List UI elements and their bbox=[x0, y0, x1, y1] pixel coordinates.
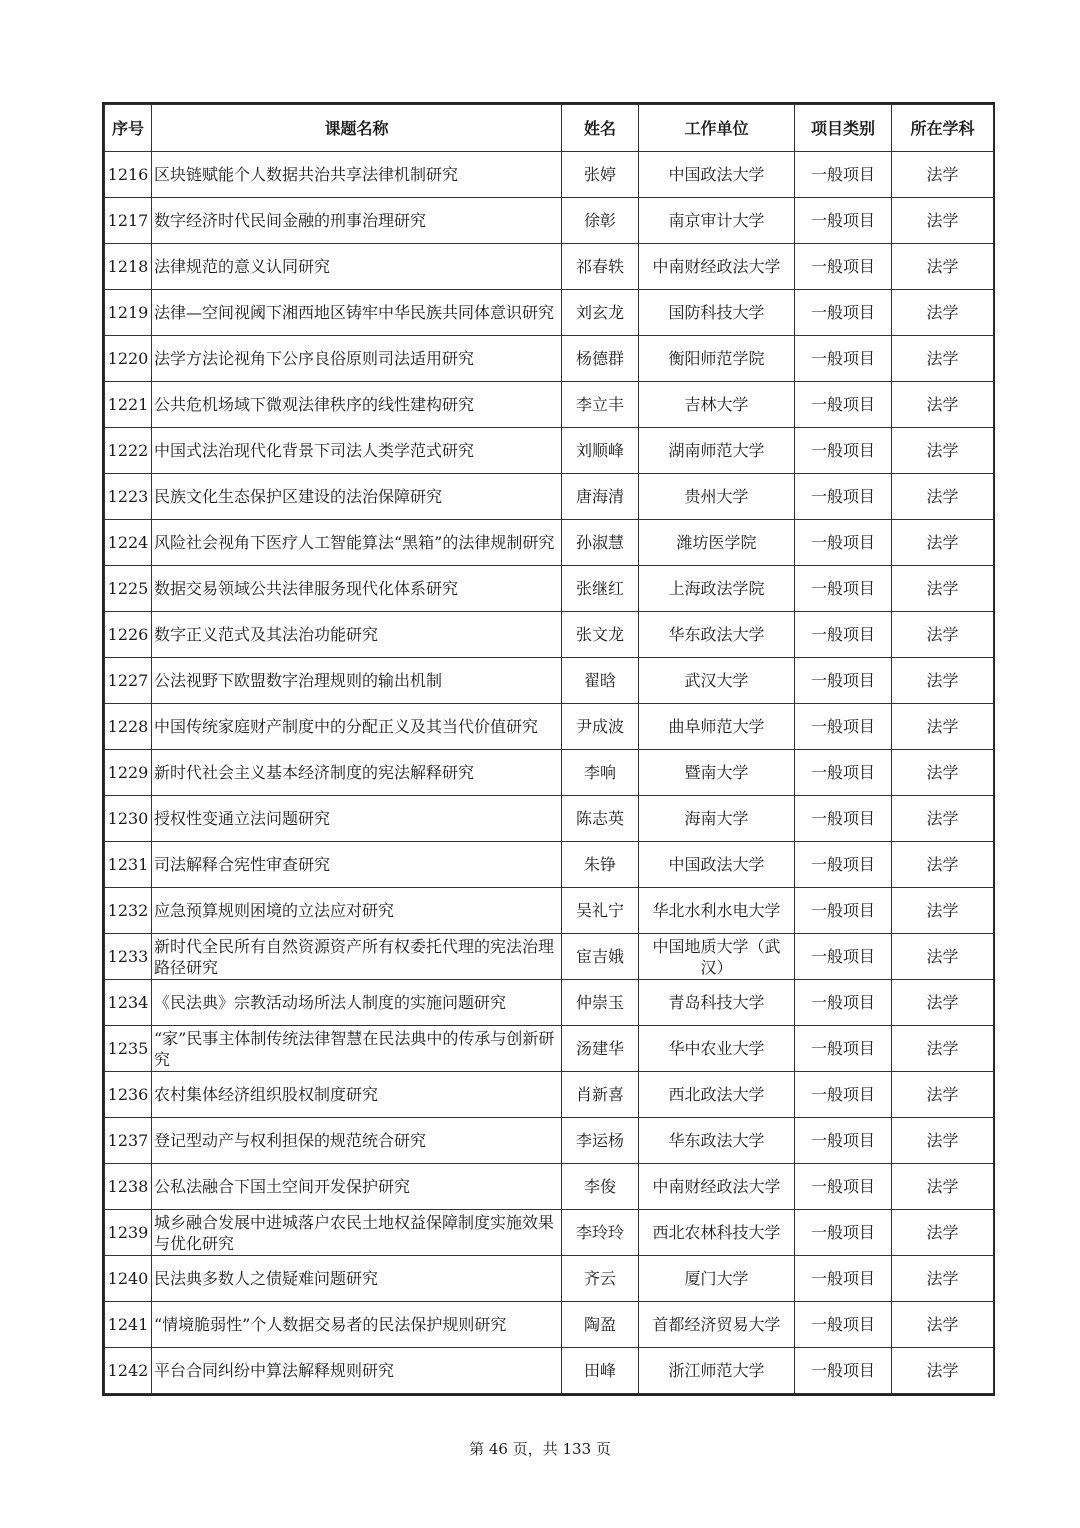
row-work-unit: 华东政法大学 bbox=[639, 612, 795, 658]
row-subject: 法学 bbox=[892, 1302, 994, 1348]
row-name: 杨德群 bbox=[562, 336, 639, 382]
row-project-title: 新时代社会主义基本经济制度的宪法解释研究 bbox=[152, 750, 562, 796]
row-work-unit: 中国政法大学 bbox=[639, 842, 795, 888]
row-subject: 法学 bbox=[892, 796, 994, 842]
row-work-unit: 贵州大学 bbox=[639, 474, 795, 520]
row-name: 徐彰 bbox=[562, 198, 639, 244]
row-name: 张婷 bbox=[562, 152, 639, 198]
row-project-type: 一般项目 bbox=[795, 1348, 892, 1394]
row-work-unit: 上海政法学院 bbox=[639, 566, 795, 612]
table-row bbox=[105, 290, 994, 336]
row-work-unit: 中国政法大学 bbox=[639, 152, 795, 198]
row-subject: 法学 bbox=[892, 566, 994, 612]
row-subject: 法学 bbox=[892, 382, 994, 428]
table-row bbox=[105, 1072, 994, 1118]
header-work-unit: 工作单位 bbox=[639, 105, 795, 152]
row-serial-number: 1224 bbox=[105, 520, 152, 566]
row-subject: 法学 bbox=[892, 1118, 994, 1164]
table-row bbox=[105, 934, 994, 980]
row-project-type: 一般项目 bbox=[795, 1164, 892, 1210]
row-project-title: 《民法典》宗教活动场所法人制度的实施问题研究 bbox=[152, 980, 562, 1026]
table-header-row bbox=[105, 105, 994, 152]
row-project-title: 民族文化生态保护区建设的法治保障研究 bbox=[152, 474, 562, 520]
row-subject: 法学 bbox=[892, 198, 994, 244]
row-project-title: 中国传统家庭财产制度中的分配正义及其当代价值研究 bbox=[152, 704, 562, 750]
row-subject: 法学 bbox=[892, 750, 994, 796]
row-project-title: 应急预算规则困境的立法应对研究 bbox=[152, 888, 562, 934]
row-name: 张继红 bbox=[562, 566, 639, 612]
row-project-type: 一般项目 bbox=[795, 474, 892, 520]
row-name: 肖新喜 bbox=[562, 1072, 639, 1118]
row-project-title: “情境脆弱性”个人数据交易者的民法保护规则研究 bbox=[152, 1302, 562, 1348]
row-name: 宦吉娥 bbox=[562, 934, 639, 980]
row-serial-number: 1222 bbox=[105, 428, 152, 474]
row-work-unit: 衡阳师范学院 bbox=[639, 336, 795, 382]
row-project-title: 法律规范的意义认同研究 bbox=[152, 244, 562, 290]
table-row bbox=[105, 520, 994, 566]
row-project-type: 一般项目 bbox=[795, 1302, 892, 1348]
table-row bbox=[105, 566, 994, 612]
row-subject: 法学 bbox=[892, 1348, 994, 1394]
table-body bbox=[105, 152, 994, 1394]
row-serial-number: 1228 bbox=[105, 704, 152, 750]
row-serial-number: 1234 bbox=[105, 980, 152, 1026]
row-subject: 法学 bbox=[892, 658, 994, 704]
row-work-unit: 华北水利水电大学 bbox=[639, 888, 795, 934]
row-serial-number: 1226 bbox=[105, 612, 152, 658]
table-row bbox=[105, 198, 994, 244]
row-project-title: 民法典多数人之债疑难问题研究 bbox=[152, 1256, 562, 1302]
row-project-title: 公共危机场域下微观法律秩序的线性建构研究 bbox=[152, 382, 562, 428]
row-serial-number: 1220 bbox=[105, 336, 152, 382]
row-subject: 法学 bbox=[892, 888, 994, 934]
row-project-type: 一般项目 bbox=[795, 382, 892, 428]
row-work-unit: 南京审计大学 bbox=[639, 198, 795, 244]
row-subject: 法学 bbox=[892, 704, 994, 750]
row-subject: 法学 bbox=[892, 612, 994, 658]
row-serial-number: 1236 bbox=[105, 1072, 152, 1118]
row-subject: 法学 bbox=[892, 428, 994, 474]
row-serial-number: 1235 bbox=[105, 1026, 152, 1072]
row-serial-number: 1240 bbox=[105, 1256, 152, 1302]
row-work-unit: 潍坊医学院 bbox=[639, 520, 795, 566]
row-project-title: 数字正义范式及其法治功能研究 bbox=[152, 612, 562, 658]
row-serial-number: 1218 bbox=[105, 244, 152, 290]
row-project-type: 一般项目 bbox=[795, 152, 892, 198]
row-subject: 法学 bbox=[892, 152, 994, 198]
row-subject: 法学 bbox=[892, 474, 994, 520]
row-subject: 法学 bbox=[892, 1210, 994, 1256]
row-project-title: 数据交易领域公共法律服务现代化体系研究 bbox=[152, 566, 562, 612]
row-subject: 法学 bbox=[892, 980, 994, 1026]
table-row bbox=[105, 842, 994, 888]
row-project-type: 一般项目 bbox=[795, 244, 892, 290]
row-name: 刘顺峰 bbox=[562, 428, 639, 474]
row-serial-number: 1241 bbox=[105, 1302, 152, 1348]
row-name: 唐海清 bbox=[562, 474, 639, 520]
row-name: 翟晗 bbox=[562, 658, 639, 704]
row-project-title: 新时代全民所有自然资源资产所有权委托代理的宪法治理路径研究 bbox=[152, 934, 562, 980]
row-name: 齐云 bbox=[562, 1256, 639, 1302]
row-serial-number: 1233 bbox=[105, 934, 152, 980]
row-name: 祁春轶 bbox=[562, 244, 639, 290]
project-list-table-frame bbox=[102, 102, 995, 1396]
row-project-type: 一般项目 bbox=[795, 658, 892, 704]
row-work-unit: 吉林大学 bbox=[639, 382, 795, 428]
row-work-unit: 暨南大学 bbox=[639, 750, 795, 796]
row-project-type: 一般项目 bbox=[795, 750, 892, 796]
table-row bbox=[105, 658, 994, 704]
row-project-title: 风险社会视角下医疗人工智能算法“黑箱”的法律规制研究 bbox=[152, 520, 562, 566]
row-subject: 法学 bbox=[892, 934, 994, 980]
row-project-type: 一般项目 bbox=[795, 796, 892, 842]
row-project-type: 一般项目 bbox=[795, 1072, 892, 1118]
row-serial-number: 1217 bbox=[105, 198, 152, 244]
row-project-type: 一般项目 bbox=[795, 842, 892, 888]
row-subject: 法学 bbox=[892, 1256, 994, 1302]
row-name: 田峰 bbox=[562, 1348, 639, 1394]
row-project-type: 一般项目 bbox=[795, 1026, 892, 1072]
row-serial-number: 1223 bbox=[105, 474, 152, 520]
row-name: 李俊 bbox=[562, 1164, 639, 1210]
row-project-title: 法学方法论视角下公序良俗原则司法适用研究 bbox=[152, 336, 562, 382]
row-project-type: 一般项目 bbox=[795, 198, 892, 244]
row-serial-number: 1237 bbox=[105, 1118, 152, 1164]
table-row bbox=[105, 428, 994, 474]
row-project-type: 一般项目 bbox=[795, 888, 892, 934]
row-name: 朱铮 bbox=[562, 842, 639, 888]
row-serial-number: 1221 bbox=[105, 382, 152, 428]
row-work-unit: 湖南师范大学 bbox=[639, 428, 795, 474]
row-subject: 法学 bbox=[892, 842, 994, 888]
row-serial-number: 1239 bbox=[105, 1210, 152, 1256]
table-row bbox=[105, 612, 994, 658]
row-project-type: 一般项目 bbox=[795, 612, 892, 658]
row-project-type: 一般项目 bbox=[795, 566, 892, 612]
row-subject: 法学 bbox=[892, 1026, 994, 1072]
table-row bbox=[105, 888, 994, 934]
table-row bbox=[105, 1348, 994, 1394]
header-subject: 所在学科 bbox=[892, 105, 994, 152]
table-row bbox=[105, 1164, 994, 1210]
table-row bbox=[105, 1210, 994, 1256]
row-name: 汤建华 bbox=[562, 1026, 639, 1072]
table-row bbox=[105, 336, 994, 382]
row-work-unit: 海南大学 bbox=[639, 796, 795, 842]
row-project-title: 农村集体经济组织股权制度研究 bbox=[152, 1072, 562, 1118]
row-serial-number: 1232 bbox=[105, 888, 152, 934]
row-serial-number: 1227 bbox=[105, 658, 152, 704]
row-subject: 法学 bbox=[892, 244, 994, 290]
row-project-title: 公私法融合下国土空间开发保护研究 bbox=[152, 1164, 562, 1210]
row-name: 张文龙 bbox=[562, 612, 639, 658]
row-serial-number: 1225 bbox=[105, 566, 152, 612]
row-name: 吴礼宁 bbox=[562, 888, 639, 934]
header-project-type: 项目类别 bbox=[795, 105, 892, 152]
table-row bbox=[105, 750, 994, 796]
row-work-unit: 中南财经政法大学 bbox=[639, 1164, 795, 1210]
row-project-title: “家”民事主体制传统法律智慧在民法典中的传承与创新研究 bbox=[152, 1026, 562, 1072]
row-subject: 法学 bbox=[892, 1164, 994, 1210]
table-row bbox=[105, 152, 994, 198]
row-project-type: 一般项目 bbox=[795, 520, 892, 566]
row-name: 李玲玲 bbox=[562, 1210, 639, 1256]
row-name: 孙淑慧 bbox=[562, 520, 639, 566]
table-row bbox=[105, 1118, 994, 1164]
row-serial-number: 1229 bbox=[105, 750, 152, 796]
row-subject: 法学 bbox=[892, 336, 994, 382]
table-row bbox=[105, 474, 994, 520]
row-subject: 法学 bbox=[892, 290, 994, 336]
table-row bbox=[105, 980, 994, 1026]
row-project-title: 区块链赋能个人数据共治共享法律机制研究 bbox=[152, 152, 562, 198]
row-serial-number: 1238 bbox=[105, 1164, 152, 1210]
row-project-type: 一般项目 bbox=[795, 1210, 892, 1256]
row-serial-number: 1219 bbox=[105, 290, 152, 336]
row-project-type: 一般项目 bbox=[795, 980, 892, 1026]
row-name: 李运杨 bbox=[562, 1118, 639, 1164]
row-name: 陈志英 bbox=[562, 796, 639, 842]
row-serial-number: 1231 bbox=[105, 842, 152, 888]
table-row bbox=[105, 1026, 994, 1072]
row-name: 陶盈 bbox=[562, 1302, 639, 1348]
row-serial-number: 1230 bbox=[105, 796, 152, 842]
table-row bbox=[105, 704, 994, 750]
row-work-unit: 青岛科技大学 bbox=[639, 980, 795, 1026]
row-subject: 法学 bbox=[892, 1072, 994, 1118]
table-row bbox=[105, 1302, 994, 1348]
row-project-type: 一般项目 bbox=[795, 428, 892, 474]
row-name: 仲崇玉 bbox=[562, 980, 639, 1026]
row-serial-number: 1242 bbox=[105, 1348, 152, 1394]
row-project-type: 一般项目 bbox=[795, 704, 892, 750]
row-work-unit: 厦门大学 bbox=[639, 1256, 795, 1302]
table-row bbox=[105, 1256, 994, 1302]
row-work-unit: 华东政法大学 bbox=[639, 1118, 795, 1164]
row-project-title: 登记型动产与权利担保的规范统合研究 bbox=[152, 1118, 562, 1164]
row-work-unit: 西北政法大学 bbox=[639, 1072, 795, 1118]
row-name: 尹成波 bbox=[562, 704, 639, 750]
header-serial-number: 序号 bbox=[105, 105, 152, 152]
row-project-type: 一般项目 bbox=[795, 290, 892, 336]
table-row bbox=[105, 796, 994, 842]
row-subject: 法学 bbox=[892, 520, 994, 566]
row-name: 刘玄龙 bbox=[562, 290, 639, 336]
row-project-title: 城乡融合发展中进城落户农民土地权益保障制度实施效果与优化研究 bbox=[152, 1210, 562, 1256]
row-project-type: 一般项目 bbox=[795, 934, 892, 980]
row-work-unit: 首都经济贸易大学 bbox=[639, 1302, 795, 1348]
row-project-title: 数字经济时代民间金融的刑事治理研究 bbox=[152, 198, 562, 244]
row-work-unit: 国防科技大学 bbox=[639, 290, 795, 336]
row-project-title: 司法解释合宪性审查研究 bbox=[152, 842, 562, 888]
table-row bbox=[105, 382, 994, 428]
table-row bbox=[105, 244, 994, 290]
row-name: 李立丰 bbox=[562, 382, 639, 428]
row-project-title: 授权性变通立法问题研究 bbox=[152, 796, 562, 842]
row-serial-number: 1216 bbox=[105, 152, 152, 198]
row-project-title: 平台合同纠纷中算法解释规则研究 bbox=[152, 1348, 562, 1394]
page-footer: 第 46 页，共 133 页 bbox=[469, 1440, 611, 1458]
project-list-table bbox=[104, 104, 994, 1394]
row-project-title: 中国式法治现代化背景下司法人类学范式研究 bbox=[152, 428, 562, 474]
row-work-unit: 浙江师范大学 bbox=[639, 1348, 795, 1394]
row-work-unit: 武汉大学 bbox=[639, 658, 795, 704]
header-name: 姓名 bbox=[562, 105, 639, 152]
row-work-unit: 西北农林科技大学 bbox=[639, 1210, 795, 1256]
header-project-title: 课题名称 bbox=[152, 105, 562, 152]
row-project-type: 一般项目 bbox=[795, 1256, 892, 1302]
row-work-unit: 华中农业大学 bbox=[639, 1026, 795, 1072]
row-project-title: 公法视野下欧盟数字治理规则的输出机制 bbox=[152, 658, 562, 704]
row-project-type: 一般项目 bbox=[795, 336, 892, 382]
row-project-type: 一般项目 bbox=[795, 1118, 892, 1164]
row-project-title: 法律—空间视阈下湘西地区铸牢中华民族共同体意识研究 bbox=[152, 290, 562, 336]
row-work-unit: 中南财经政法大学 bbox=[639, 244, 795, 290]
row-work-unit: 中国地质大学（武汉） bbox=[639, 934, 795, 980]
row-name: 李响 bbox=[562, 750, 639, 796]
row-work-unit: 曲阜师范大学 bbox=[639, 704, 795, 750]
